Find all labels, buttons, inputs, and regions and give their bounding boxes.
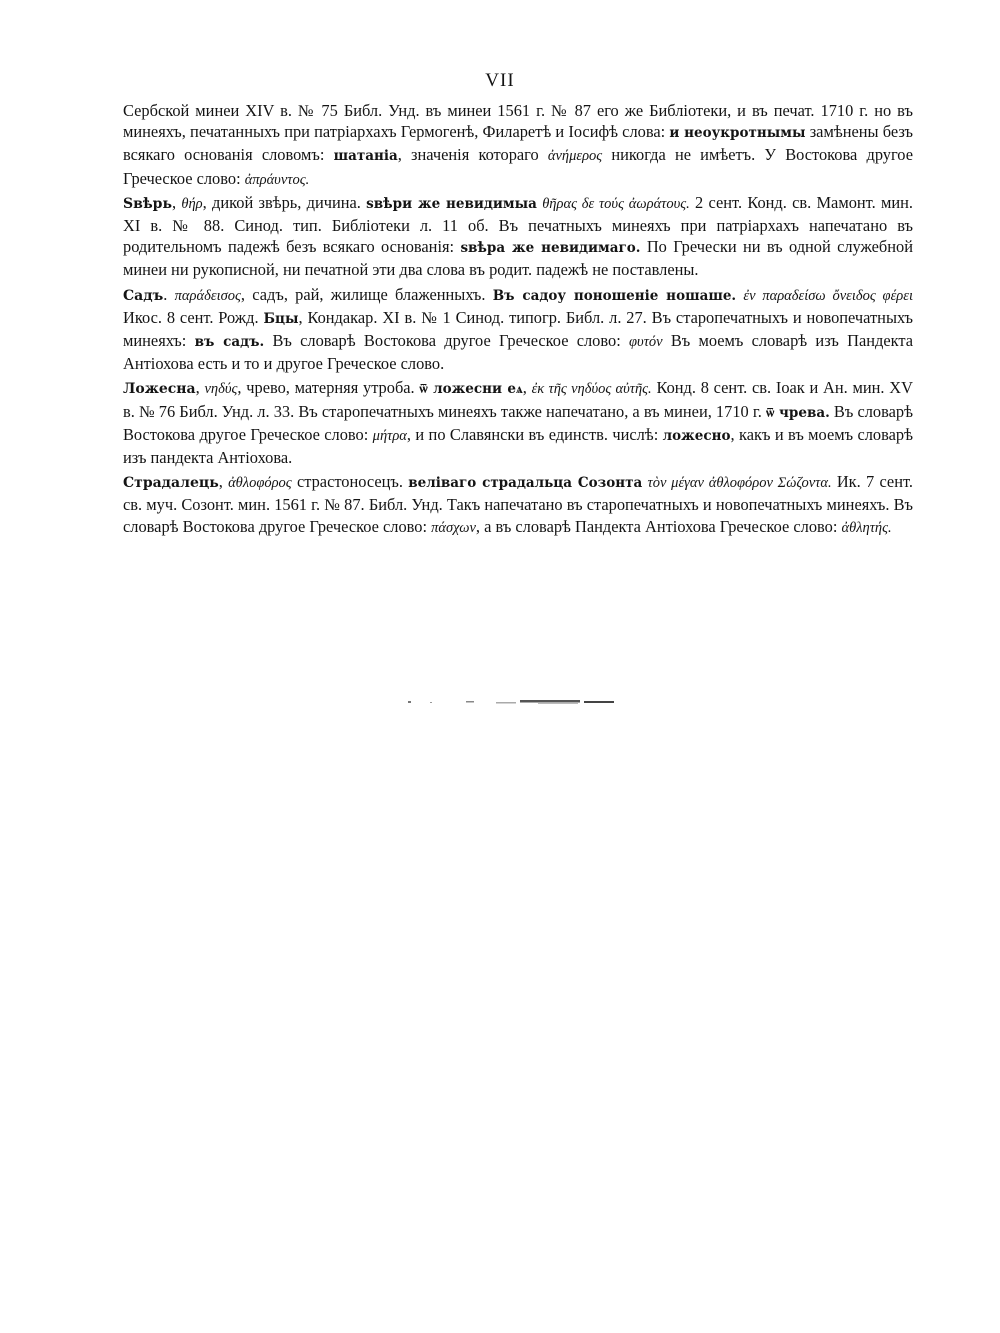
entry-stradalets — [123, 471, 913, 539]
text-run: По Гречески ни въ одной служебной минеи ни рукописной, ни печатной эти два слова въ родит. падежѣ не поставлены. — [123, 237, 913, 280]
text-run: , — [218, 472, 229, 492]
greek-text: ἐν παραδείσω ὄνειδος φέρει — [743, 287, 913, 304]
slavonic-quote: и неоукротнымы — [669, 125, 806, 142]
text-run: , значенія котораго — [397, 145, 548, 165]
greek-text: τὸν μέγαν ἀθλοφόρον Σώζοντα. — [647, 475, 832, 492]
greek-text: πάσχων — [431, 519, 476, 536]
slavonic-quote: ѕвѣра же невидимаго. — [460, 240, 641, 257]
slavonic-quote: Бцы — [263, 310, 299, 327]
text-body — [123, 100, 913, 542]
slavonic-quote: Въ садоу поношеніе ношаше. — [492, 287, 737, 304]
headword: Ложесна — [123, 381, 196, 398]
page-number: VII — [485, 70, 515, 91]
greek-text: ἀθλοφόρος — [228, 475, 292, 492]
greek-text: ἐκ τῆς νηδύος αὐτῆς. — [531, 381, 652, 398]
text-run: Въ моемъ словарѣ изъ Пандекта Антіохова есть и то и другое Греческое слово. — [123, 331, 913, 374]
text-run: , садъ, рай, жилище блаженныхъ. — [240, 284, 493, 304]
greek-text: φυτόν — [629, 334, 663, 351]
greek-text: ἀθλητής. — [841, 519, 892, 536]
text-run: Ик. 7 сент. св. муч. Созонт. мин. 1561 г. № 87. Библ. Унд. Такъ напечатано въ старопечатныхъ и новопечатныхъ минеяхъ. Въ словарѣ Востокова другое Греческое слово: — [123, 472, 913, 536]
slavonic-quote: въ садъ. — [194, 334, 265, 351]
entry-zver — [123, 192, 913, 281]
greek-text: ἀνήμερος — [547, 148, 603, 165]
greek-text: θήρ — [181, 195, 203, 212]
slavonic-quote: шатаніа — [333, 148, 398, 165]
text-run: Въ словарѣ Востокова другое Греческое слово: — [264, 331, 630, 351]
entry-sad — [123, 284, 913, 375]
slavonic-quote: веліваго страдальца Созонта — [408, 475, 643, 492]
text-run: , дикой звѣрь, дичина. — [202, 192, 367, 212]
text-run: Икос. 8 сент. Рожд. — [123, 307, 264, 327]
text-run: , какъ и въ моемъ словарѣ изъ пандекта Антіохова. — [123, 424, 914, 468]
slavonic-quote: ѿ ложесни еѧ — [419, 381, 523, 398]
greek-text: ἀπράυντος. — [244, 171, 310, 188]
text-run: , Кондакар. XI в. № 1 Синод. типогр. Библ. л. 27. Въ старопечатныхъ и новопечатныхъ минеяхъ: — [123, 307, 913, 351]
text-run: , — [195, 378, 205, 398]
headword: Садъ — [123, 287, 164, 304]
headword: Страдалець — [123, 475, 219, 492]
text-run: замѣнены безъ всякаго основанія словомъ: — [123, 122, 913, 165]
text-run: , чрево, матерняя утроба. — [237, 378, 420, 398]
greek-text: παράδεισος — [174, 287, 241, 304]
text-run: Сербской минеи XIV в. № 75 Библ. Унд. въ минеи 1561 г. № 87 его же Библіотеки, и въ печат. 1710 г. но въ минеяхъ, печатанныхъ при патріархахъ Гермогенѣ, Филаретѣ и Іосифѣ слова: — [123, 101, 913, 142]
text-run: никогда не имѣетъ. У Востокова другое Греческое слово: — [123, 145, 913, 188]
text-run: , — [171, 192, 182, 212]
text-run: страстоносецъ. — [291, 472, 409, 492]
text-run: . — [163, 284, 175, 304]
slavonic-quote: ложесно — [662, 427, 731, 444]
print-smudge — [408, 697, 628, 707]
paragraph-continuation — [123, 100, 913, 191]
greek-text: νηδύς — [204, 381, 238, 398]
text-run: , и по Славянски въ единств. числѣ: — [406, 424, 663, 444]
slavonic-quote: ѿ чрева. — [765, 404, 830, 421]
text-run: , — [522, 378, 532, 398]
text-run: Конд. 8 сент. св. Іоак и Ан. мин. XV в. № 76 Библ. Унд. л. 33. Въ старопечатныхъ минеяхъ также напечатано, а въ минеи, 1710 г. — [123, 378, 913, 421]
text-run: Въ словарѣ Востокова другое Греческое слово: — [123, 401, 913, 444]
headword: Ѕвѣрь — [123, 195, 172, 212]
greek-text: μήτρα — [372, 427, 407, 444]
greek-text: θῆρας δε τούς ἀωράτους. — [542, 195, 690, 212]
text-run: 2 сент. Конд. св. Мамонт. мин. XI в. № 88. Синод. тип. Библіотеки л. 11 об. Въ печатныхъ минеяхъ при патріархахъ напечатано въ родительномъ падежѣ безъ всякаго основанія: — [123, 192, 913, 257]
entry-lozhesna — [123, 377, 913, 468]
text-run: , а въ словарѣ Пандекта Антіохова Греческое слово: — [475, 516, 842, 536]
slavonic-quote: ѕвѣри же невидимыа — [366, 195, 537, 212]
